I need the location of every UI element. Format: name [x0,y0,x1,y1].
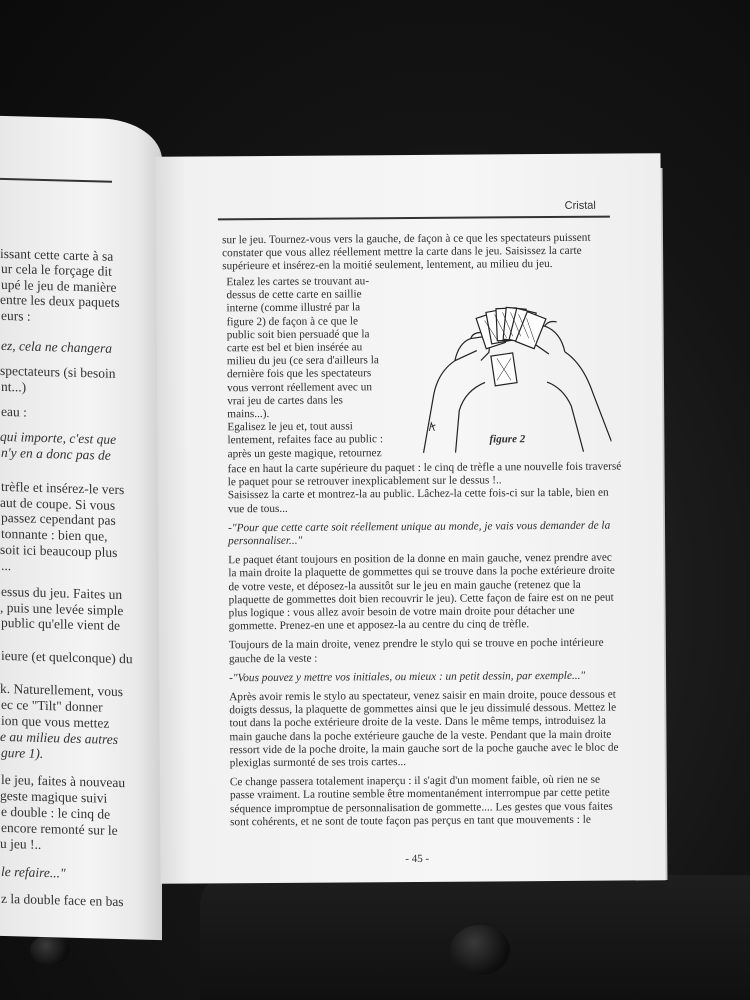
body-line: Toujours de la main droite, venez prendre le stylo qui se trouve en poche intérieure [228,637,604,652]
left-page-line: e double : le cinq de [1,803,111,822]
body-line: personnaliser..." [228,534,303,548]
left-page-line: tonnante : bien que, [1,525,108,544]
body-line: de votre veste, et déposez-la aussitôt sur le jeu en main gauche (retenez que la [228,578,581,593]
left-page-line: eurs : [1,307,31,324]
wrap-line: public soit bien persuadé que la [226,328,370,342]
body-line: main gauche dans la poche extérieure gauche de la veste. Pendant que la main droite [229,728,612,743]
left-page-line: ez, cela ne changera [1,337,112,356]
wrap-line: figure 2) de façon à ce que le [226,314,359,328]
left-page [0,116,162,940]
left-page-line: le jeu, faites à nouveau [1,771,126,791]
body-line: -"Pour que cette carte soit réellement unique au monde, je vais vous demander de la [228,519,611,535]
left-page-line: u jeu !.. [0,835,42,852]
wrap-line: dernière fois que les spectateurs [226,367,372,381]
body-line: face en haut la carte supérieure du paquet : le cinq de trèfle a une nouvelle fois traversé [227,460,622,476]
wrap-line: dessus de cette carte en saillie [226,288,362,302]
left-page-text [0,246,160,940]
body-line: le paquet pour se retrouver inexplicablement sur le dessus !.. [227,474,502,489]
left-page-line: le refaire..." [1,863,66,881]
body-line: passe vraiment. La routine semble être momentanément interrompue par cette petite [229,787,610,802]
left-page-line: gure 1). [1,744,44,762]
body-line: -"Vous pouvez y mettre vos initiales, ou mieux : un petit dessin, par exemple..." [229,669,586,685]
left-page-line: ion que vous mettez [1,712,110,731]
left-page-line: essus du jeu. Faites un [1,583,123,603]
intro-line: constater que vous allez réellement mettre la carte dans le jeu. Saisissez la carte [222,244,582,260]
left-page-line: ur cela le forçage dit [1,260,112,279]
left-page-line: trèfle et insérez-le vers [1,478,125,498]
left-page-line: ieure (et quelconque) du [1,647,133,667]
left-page-line: k. Naturellement, vous [0,680,123,700]
body-line: séquence impromptue de personnalisation de gommette.... Les gestes que vous faites [229,800,613,815]
left-page-line: soit ici beaucoup plus [0,541,118,560]
left-page-line: upé le jeu de manière [1,276,117,295]
left-page-line: public qu'elle vient de [1,614,121,634]
dark-knob-left [30,935,70,965]
body-line: Saisissez la carte et montrez-la au public. Lâchez-la cette fois-ci sur la table, bien en [227,487,609,502]
left-page-line: z la double face en bas [1,890,124,910]
figure-caption: figure 2 [489,433,526,446]
body-line: plus logique : vous allez avoir besoin de votre main droite pour détacher une [228,604,575,620]
left-page-line: geste magique suivi [0,787,108,806]
left-page-line: passez cependant pas [1,509,116,528]
running-head: Cristal [564,199,596,212]
left-page-line: entre les deux paquets [0,291,120,311]
wrap-line: Egalisez le jeu et, tout aussi [227,420,353,434]
body-line: plexiglas surmonté de ses trois cartes... [229,756,407,770]
wrap-line: mains...). [227,407,270,421]
wrap-line: vrai jeu de cartes dans les [227,394,343,408]
body-line: vue de tous... [227,502,288,515]
left-page-line: issant cette carte à sa [0,245,114,264]
wrap-line: lentement, refaites face au public : [227,433,384,447]
body-line: Après avoir remis le stylo au spectateur, venez saisir en main droite, pouce dessous et [229,688,616,704]
body-line: tout dans la poche extérieure droite de la veste. Dans le même temps, introduisez la [229,715,606,730]
left-page-line: e au milieu des autres [0,728,118,747]
body-line: Le paquet étant toujours en position de la donne en main gauche, venez prendre avec [228,551,612,567]
body-line: gommette. Prenez-en une et apposez-la au centre du cinq de trèfle. [228,618,530,633]
left-header-rule [0,178,112,183]
right-page [155,153,665,884]
body-line: ressort vide de la poche droite, la main gauche sort de la poche gauche avec le bloc de [229,741,619,757]
left-page-line: n'y en a donc pas de [1,444,111,463]
page-number: - 45 - [405,852,430,866]
intro-line: sur le jeu. Tournez-vous vers la gauche, de façon à ce que les spectateurs puissent [222,231,591,247]
wrap-line: carte est bel et bien insérée au [226,341,363,355]
figure-2-illustration [414,302,611,453]
left-page-line: spectateurs (si besoin [0,362,116,381]
body-line: plaquette de gommettes doit bien recouvrir le jeu). Cette façon de faire est on ne peut [228,591,614,607]
wrap-line: Etalez les cartes se trouvant au- [226,275,370,289]
body-line: la main droite la plaquette de gommettes qui se trouve dans la poche extérieure droite [228,564,615,580]
wrap-line: interne (comme illustré par la [226,301,361,315]
body-line: sont cohérents, et ne sont de toute façon pas perçus en tant que mouvements : le [230,813,591,829]
left-page-line: encore remonté sur le [1,819,118,838]
wrap-line: après un geste magique, retournez [227,446,382,460]
left-page-line: nt...) [1,378,27,395]
body-line: gauche de la veste : [228,652,318,665]
body-line: doigts dessus, la plaquette de gommettes ainsi que le jeu dissimulé dessous. Mettez le [229,701,617,717]
dark-knob [450,925,510,975]
body-line: Ce change passera totalement inaperçu : il s'agit d'un moment faible, où rien ne se [229,773,601,789]
wrap-line: vous verront réellement avec un [227,380,373,394]
left-page-line: eau : [1,403,27,420]
wrap-line: milieu du jeu (ce sera d'ailleurs la [226,354,379,368]
left-page-line: , puis une levée simple [0,599,124,619]
left-page-line: qui importe, c'est que [0,428,117,447]
intro-line: supérieure et insérez-en la moitié seulement, lentement, au milieu du jeu. [222,258,553,273]
header-rule [218,216,610,221]
left-page-line: ec ce "Tilt" donner [1,696,103,715]
left-page-line: aut de coupe. Si vous [0,494,116,513]
left-page-line: ... [1,557,12,574]
